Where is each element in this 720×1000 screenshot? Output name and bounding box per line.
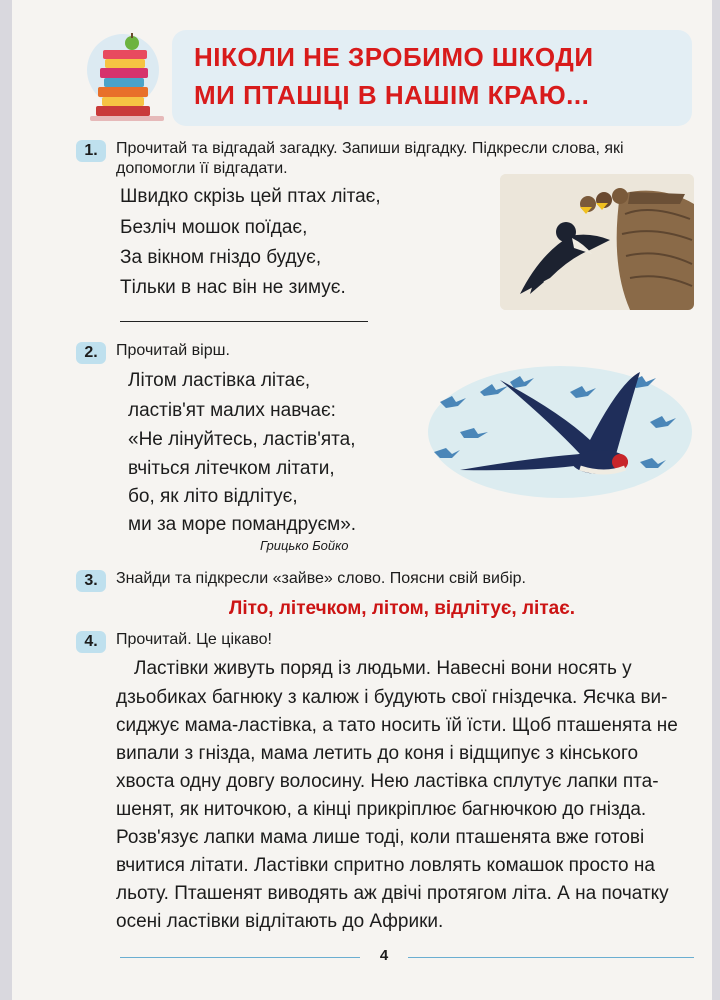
- task-3-word-list: Літо, літечком, літом, відлітує, літає.: [229, 598, 575, 619]
- text-line: дзьобиках багнюку з калюж і будують свої гніздечка. Яєчка ви-: [116, 687, 668, 708]
- answer-line: [120, 321, 368, 322]
- task-3-number: 3.: [76, 570, 106, 592]
- text-line: Розв'язує лапки мама лише тоді, коли пташенята вже готові: [116, 827, 645, 848]
- poem-line: бо, як літо відлітує,: [128, 486, 298, 507]
- page-title-line-1: НІКОЛИ НЕ ЗРОБИМО ШКОДИ: [194, 42, 594, 72]
- text-line: випали з гнізда, мама летить до коня і відщипує з кінського: [116, 743, 639, 764]
- poem-line: «Не лінуйтесь, ластів'ята,: [128, 429, 356, 450]
- text-line: Ластівки живуть поряд із людьми. Навесні вони носять у: [134, 658, 632, 679]
- riddle-line: Тільки в нас він не зимує.: [120, 277, 346, 298]
- text-line: вчитися літати. Ластівки спритно ловлять комашок просто на: [116, 855, 655, 876]
- page-number: 4: [379, 947, 389, 964]
- poem-line: вчіться літечком літати,: [128, 458, 335, 479]
- textbook-page: [12, 0, 712, 1000]
- text-line: сиджує мама-ластівка, а тато носить їй їсти. Щоб пташенята не: [116, 715, 678, 736]
- text-line: осені ластівки відлітають до Африки.: [116, 911, 444, 932]
- poem-line: ми за море помандруєм».: [128, 514, 357, 535]
- task-2-instruction: Прочитай вірш.: [116, 342, 230, 359]
- task-1-instruction-cont: допомогли її відгадати.: [116, 160, 288, 177]
- task-1-instruction: Прочитай та відгадай загадку. Запиши відгадку. Підкресли слова, які: [116, 140, 624, 157]
- riddle-line: За вікном гніздо будує,: [120, 247, 322, 268]
- task-3-instruction: Знайди та підкресли «зайве» слово. Поясни свій вибір.: [116, 570, 526, 587]
- task-4-instruction: Прочитай. Це цікаво!: [116, 631, 272, 648]
- poem-author: Грицько Бойко: [260, 538, 349, 553]
- footer-divider-left: [120, 957, 360, 958]
- text-line: хвоста одну довгу волосину. Нею ластівка сплутує лапки пта-: [116, 771, 659, 792]
- footer-divider-right: [408, 957, 694, 958]
- task-2-number: 2.: [76, 342, 106, 364]
- riddle-line: Безліч мошок поїдає,: [120, 217, 308, 238]
- task-1-number: 1.: [76, 140, 106, 162]
- poem-line: ластів'ят малих навчає:: [128, 400, 336, 421]
- swallow-flock-illustration: [420, 362, 692, 502]
- swallow-nest-photo: [500, 174, 694, 310]
- task-4-number: 4.: [76, 631, 106, 653]
- text-line: льоту. Пташенят виводять аж двічі протягом літа. А на початку: [116, 883, 669, 904]
- book-stack-apple-icon: [70, 30, 180, 130]
- riddle-line: Швидко скрізь цей птах літає,: [120, 186, 381, 207]
- text-line: шенят, як ниточкою, а кінці прикріплює багнючкою до гнізда.: [116, 799, 647, 820]
- poem-line: Літом ластівка літає,: [128, 370, 311, 391]
- page-title-line-2: МИ ПТАШЦІ В НАШІМ КРАЮ...: [194, 80, 590, 110]
